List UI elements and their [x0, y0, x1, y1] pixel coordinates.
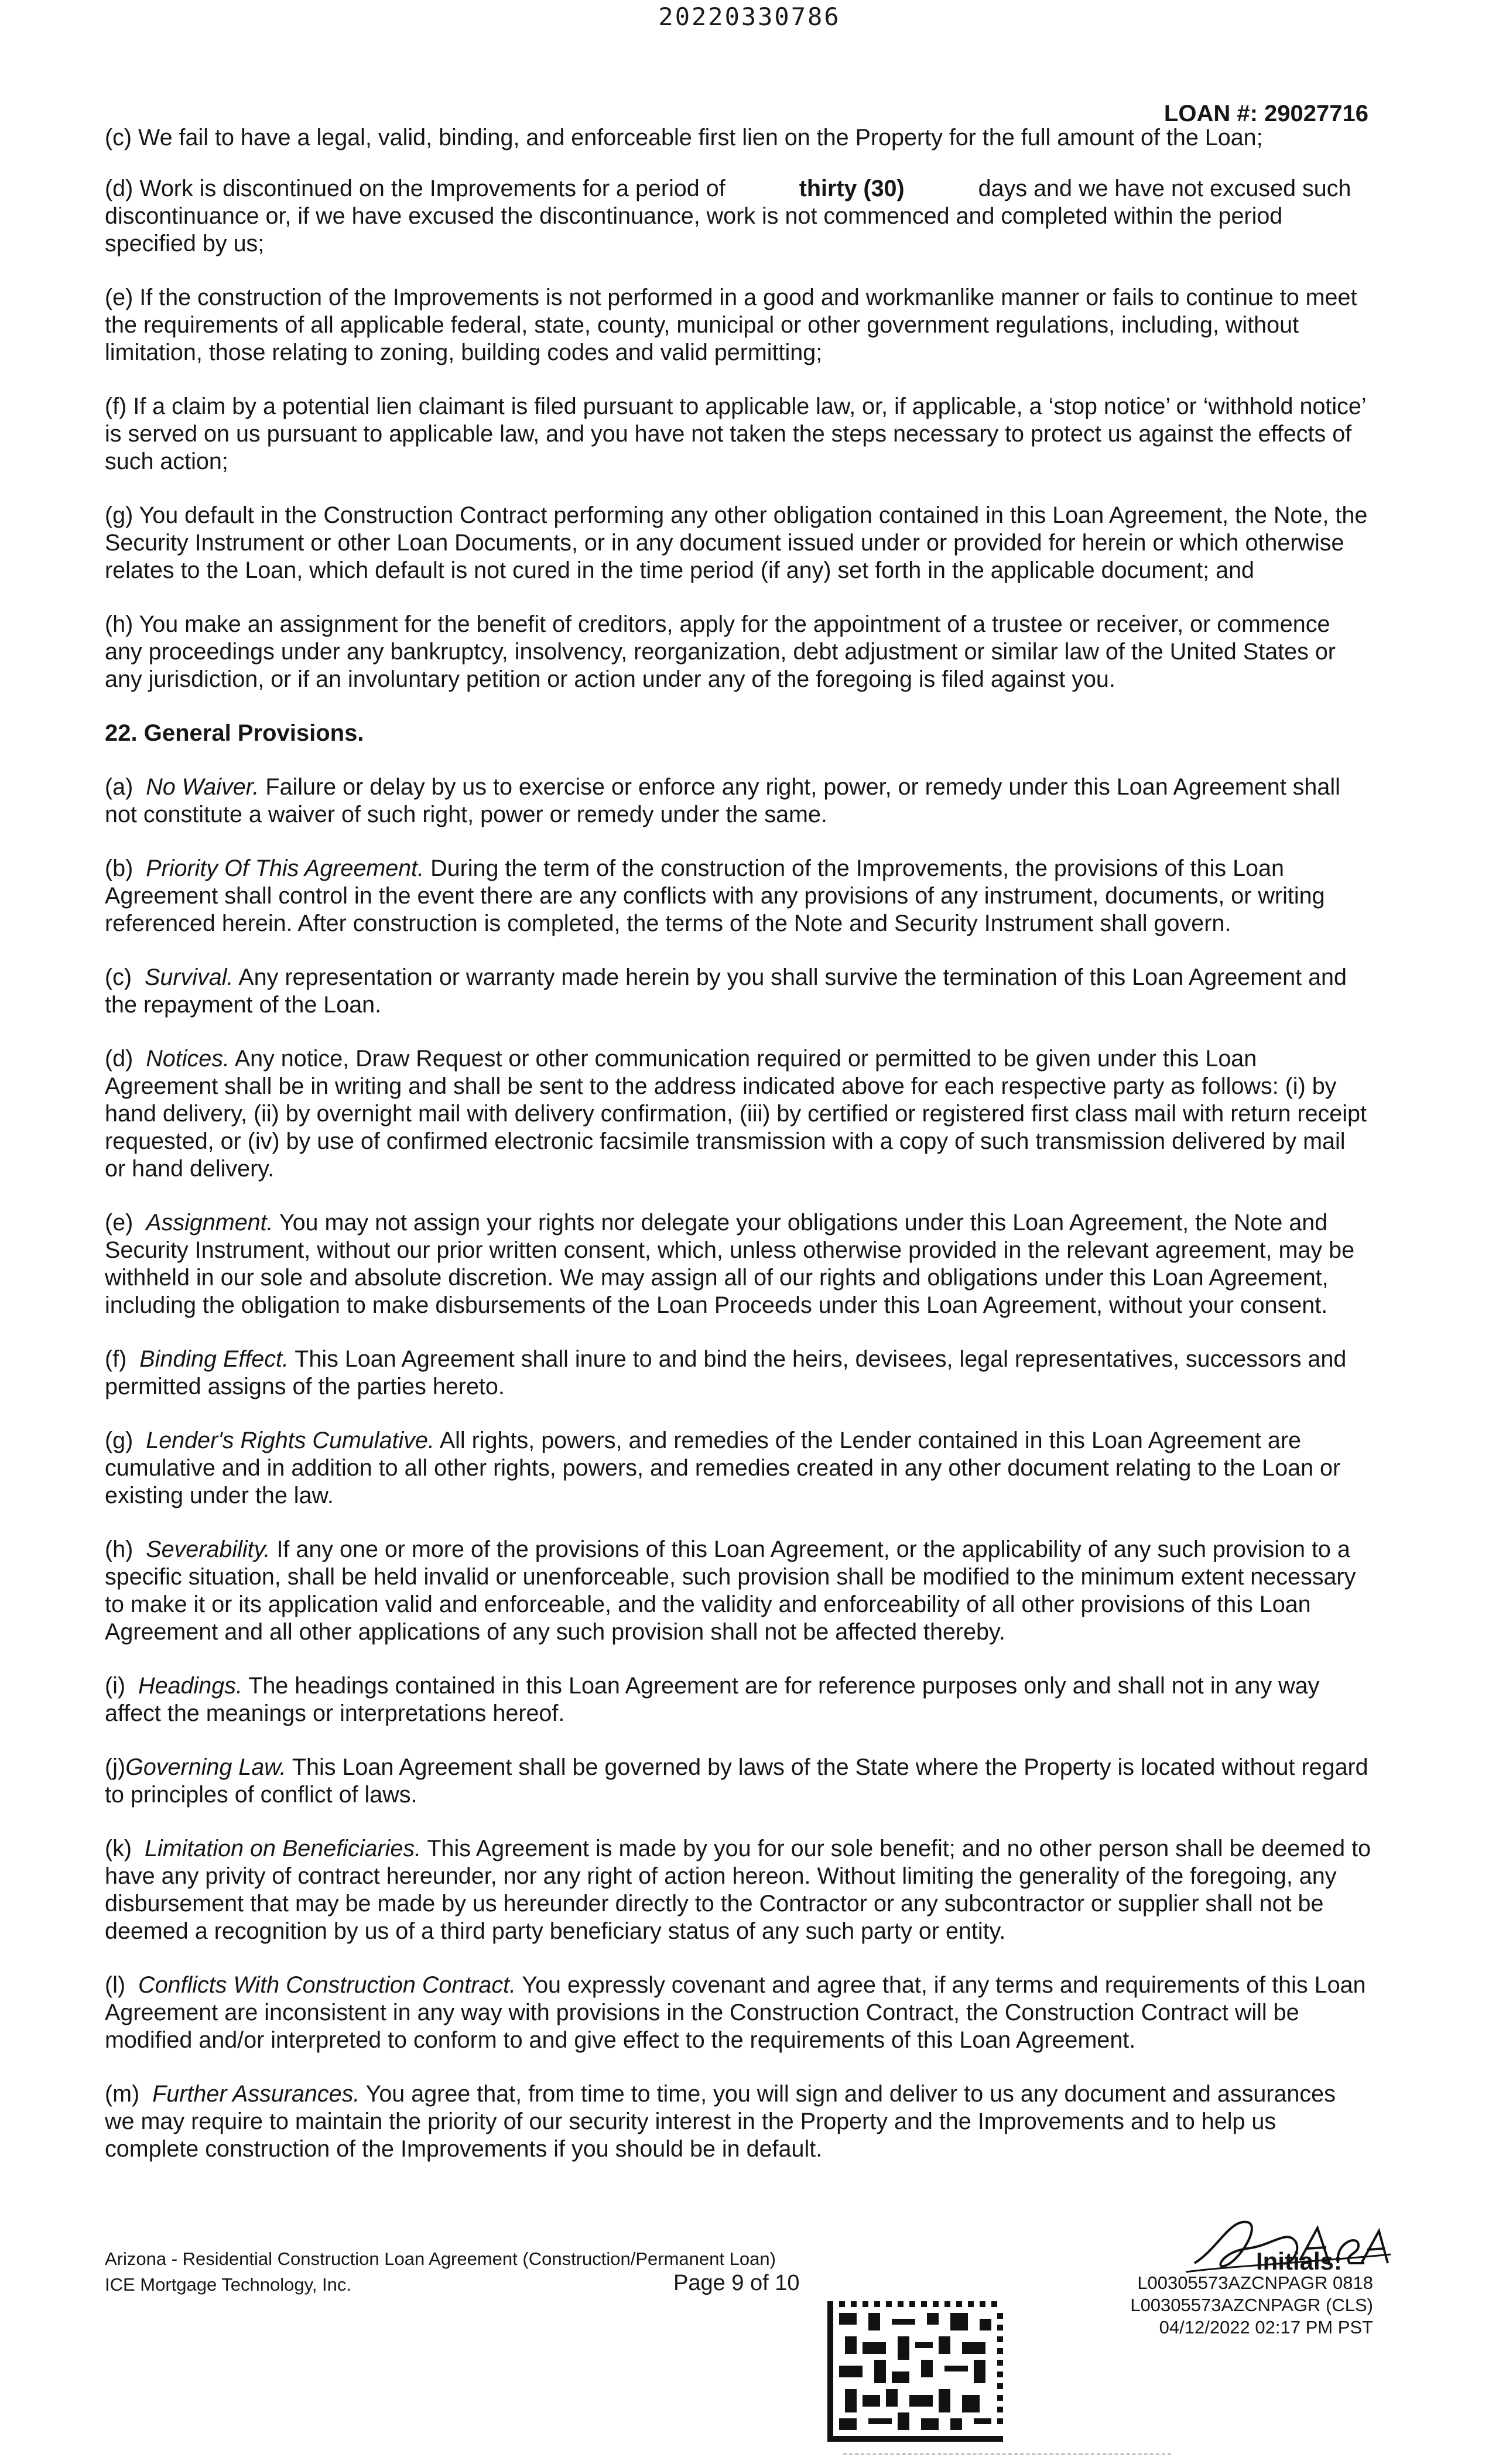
provision-text: This Agreement is made by you for our sole benefit; and no other person shall be deemed to have any privity of contract hereunder, nor any right of action hereon. Without limiting the generality of the foregoing, any disbursement that may be made by us hereunder directly to the Contractor or any subcontractor or supplier shall not be deemed a recognition by us of a third party beneficiary status of any such party or entity. — [105, 1836, 1371, 1944]
item-d-prefix: (d) Work is discontinued on the Improvements for a period of — [105, 176, 725, 201]
provision-title: No Waiver. — [146, 774, 259, 800]
provision-label: (d) — [105, 1046, 134, 1072]
provision-m — [105, 2080, 1371, 2163]
provision-c — [105, 964, 1371, 1019]
provision-label: (f) — [105, 1346, 127, 1372]
item-e: (e) If the construction of the Improvements is not performed in a good and workmanlike manner or fails to continue to meet the requirements of all applicable federal, state, county, municipal or other government regulations, including, without limitation, those relating to zoning, building codes and valid permitting; — [105, 285, 1357, 365]
provision-label: (h) — [105, 1536, 134, 1562]
provision-label: (a) — [105, 774, 134, 800]
provision-title: Priority Of This Agreement. — [146, 855, 425, 881]
company-name: ICE Mortgage Technology, Inc. — [105, 2274, 352, 2295]
form-title: Arizona - Residential Construction Loan Agreement (Construction/Permanent Loan) — [105, 2249, 776, 2269]
provision-text: Failure or delay by us to exercise or enforce any right, power, or remedy under this Loan Agreement shall not constitute a waiver of such right, power or remedy under the same. — [105, 774, 1340, 827]
provision-text: The headings contained in this Loan Agreement are for reference purposes only and shall not in any way affect the meanings or interpretations hereof. — [105, 1673, 1320, 1726]
provision-text: If any one or more of the provisions of this Loan Agreement, or the applicability of any such provision to a specific situation, shall be held invalid or unenforceable, such provision shall be modified to the minimum extent necessary to make it or its application valid and enforceable, and the validity and enforceability of all other provisions of this Loan Agreement and all other applications of any such provision shall not be affected thereby. — [105, 1536, 1356, 1645]
provision-title: Assignment. — [146, 1210, 273, 1236]
provision-e — [105, 1209, 1371, 1319]
provision-l — [105, 1972, 1371, 2054]
provision-text: During the term of the construction of the Improvements, the provisions of this Loan Agreement shall control in the event there are any conflicts with any provisions of any instrument, documents, or writing referenced herein. After construction is completed, the terms of the Note and Security Instrument shall govern. — [105, 855, 1325, 936]
form-code-1: L00305573AZCNPAGR 0818 — [1137, 2273, 1373, 2293]
provision-text: This Loan Agreement shall inure to and bind the heirs, devisees, legal representatives, successors and permitted assigns of the parties hereto. — [105, 1346, 1347, 1399]
provision-text: Any representation or warranty made herein by you shall survive the termination of this Loan Agreement and the repayment of the Loan. — [105, 964, 1347, 1018]
provision-title: Notices. — [146, 1046, 230, 1072]
provision-label: (b) — [105, 855, 134, 881]
page-bottom-rule — [843, 2453, 1171, 2455]
provision-label: (k) — [105, 1836, 132, 1861]
provision-label: (c) — [105, 964, 132, 990]
item-c: (c) We fail to have a legal, valid, binding, and enforceable first lien on the Property for the full amount of the Loan; — [105, 125, 1263, 150]
provision-title: Lender's Rights Cumulative. — [146, 1428, 434, 1453]
item-d-suffix: days and we have not excused such discontinuance or, if we have excused the discontinuance, work is not commenced and completed within the period specified by us; — [105, 176, 1351, 256]
provision-text: This Loan Agreement shall be governed by laws of the State where the Property is located without regard to principles of conflict of laws. — [105, 1754, 1368, 1808]
form-code-2: L00305573AZCNPAGR (CLS) — [1130, 2295, 1373, 2315]
form-codes — [1069, 2272, 1373, 2339]
provision-title: Further Assurances. — [152, 2081, 360, 2107]
provision-text: You expressly covenant and agree that, if any terms and requirements of this Loan Agreement are inconsistent in any way with provisions in the Construction Contract, the Construction Contract will be modified and/or interpreted to conform to and give effect to the requirements of this Loan Agreement. — [105, 1972, 1366, 2053]
provision-i — [105, 1672, 1371, 1727]
provision-j — [105, 1754, 1371, 1809]
section-heading: 22. General Provisions. — [105, 720, 364, 746]
item-h: (h) You make an assignment for the benefit of creditors, apply for the appointment of a trustee or receiver, or commence any proceedings under any bankruptcy, insolvency, reorganization, debt adjustment or similar law of the United States or any jurisdiction, or if an involuntary petition or action under any of the foregoing is filed against you. — [105, 611, 1336, 692]
document-body — [105, 124, 1371, 2189]
page-number: Page 9 of 10 — [673, 2271, 800, 2295]
item-g: (g) You default in the Construction Contract performing any other obligation contained in this Loan Agreement, the Note, the Security Instrument or other Loan Documents, or in any document issued under or provided for herein or which otherwise relates to the Loan, which default is not cured in the time period (if any) set forth in the applicable document; and — [105, 502, 1368, 583]
loan-number: LOAN #: 29027716 — [1163, 101, 1368, 126]
provision-title: Binding Effect. — [139, 1346, 289, 1372]
provision-text: You agree that, from time to time, you will sign and deliver to us any document and assurances we may require to maintain the priority of our security interest in the Property and the Improvements and to help us complete construction of the Improvements if you should be in default. — [105, 2081, 1336, 2162]
provision-title: Governing Law. — [125, 1754, 286, 1780]
provision-k — [105, 1835, 1371, 1945]
provision-title: Limitation on Beneficiaries. — [145, 1836, 422, 1861]
provision-text: Any notice, Draw Request or other communication required or permitted to be given under this Loan Agreement shall be in writing and shall be sent to the address indicated above for each respective party as follows: (i) by hand delivery, (ii) by overnight mail with delivery confirmation, (iii) by certified or registered first class mail with return receipt requested, or (iv) by use of confirmed electronic facsimile transmission with a copy of such transmission delivered by mail or hand delivery. — [105, 1046, 1367, 1182]
provision-label: (g) — [105, 1428, 134, 1453]
provision-title: Headings. — [138, 1673, 242, 1699]
initials-label: Initials: — [1255, 2247, 1342, 2275]
provision-label: (m) — [105, 2081, 140, 2107]
provision-text: You may not assign your rights nor delegate your obligations under this Loan Agreement, the Note and Security Instrument, without our prior written consent, which, unless otherwise provided in the relevant agreement, may be withheld in our sole and absolute discretion. We may assign all of our rights and obligations under this Loan Agreement, including the obligation to make disbursements of the Loan Proceeds under this Loan Agreement, without your consent. — [105, 1210, 1355, 1318]
provision-label: (i) — [105, 1673, 126, 1699]
provision-label: (j) — [105, 1754, 126, 1780]
provision-b — [105, 855, 1371, 937]
provision-title: Survival. — [145, 964, 234, 990]
provision-label: (l) — [105, 1972, 126, 1998]
days-field: thirty (30) — [799, 176, 905, 201]
provision-a — [105, 774, 1371, 829]
barcode-image — [827, 2301, 1003, 2442]
item-f: (f) If a claim by a potential lien claimant is filed pursuant to applicable law, or, if applicable, a ‘stop notice’ or ‘withhold notice’ is served on us pursuant to applicable law, and you have not taken the steps necessary to protect us against the effects of such action; — [105, 393, 1366, 474]
provision-title: Severability. — [146, 1536, 271, 1562]
provision-text: All rights, powers, and remedies of the Lender contained in this Loan Agreement are cumulative and in addition to all other rights, powers, and remedies created in any other document relating to the Loan or existing under the law. — [105, 1428, 1341, 1508]
provision-g — [105, 1427, 1371, 1510]
provision-d — [105, 1045, 1371, 1183]
document-number: 20220330786 — [658, 2, 841, 31]
provision-label: (e) — [105, 1210, 134, 1236]
print-timestamp: 04/12/2022 02:17 PM PST — [1159, 2317, 1373, 2338]
provision-f — [105, 1346, 1371, 1401]
item-d — [105, 175, 1371, 258]
provision-title: Conflicts With Construction Contract. — [138, 1972, 516, 1998]
provision-h — [105, 1536, 1371, 1646]
